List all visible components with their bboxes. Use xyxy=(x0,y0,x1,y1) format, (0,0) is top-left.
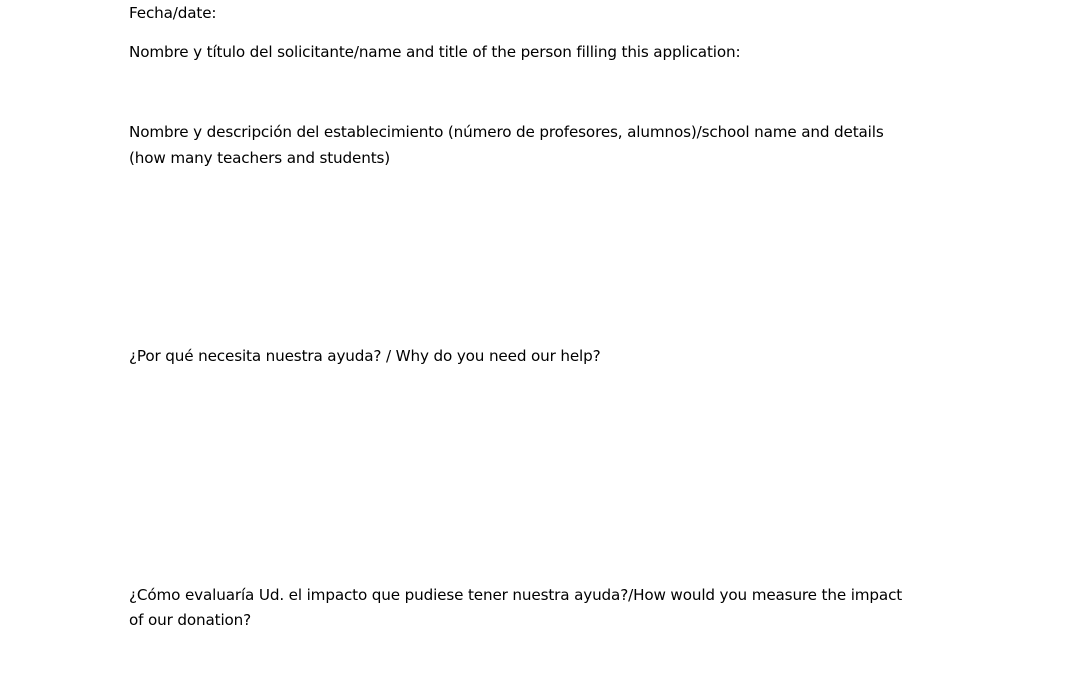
impact-measure-field-label-line-2: of our donation? xyxy=(129,611,252,629)
applicant-name-field-label: Nombre y título del solicitante/name and title of the person filling this application: xyxy=(129,43,741,61)
impact-measure-field-label-line-1: ¿Cómo evaluaría Ud. el impacto que pudiese tener nuestra ayuda?/How would you measure the impact xyxy=(129,586,903,604)
date-field-label: Fecha/date: xyxy=(129,4,217,22)
school-details-field-label-line-1: Nombre y descripción del establecimiento (número de profesores, alumnos)/school name and details xyxy=(129,123,884,141)
help-reason-field-label: ¿Por qué necesita nuestra ayuda? / Why do you need our help? xyxy=(129,347,601,365)
school-details-field-label-line-2: (how many teachers and students) xyxy=(129,149,391,167)
